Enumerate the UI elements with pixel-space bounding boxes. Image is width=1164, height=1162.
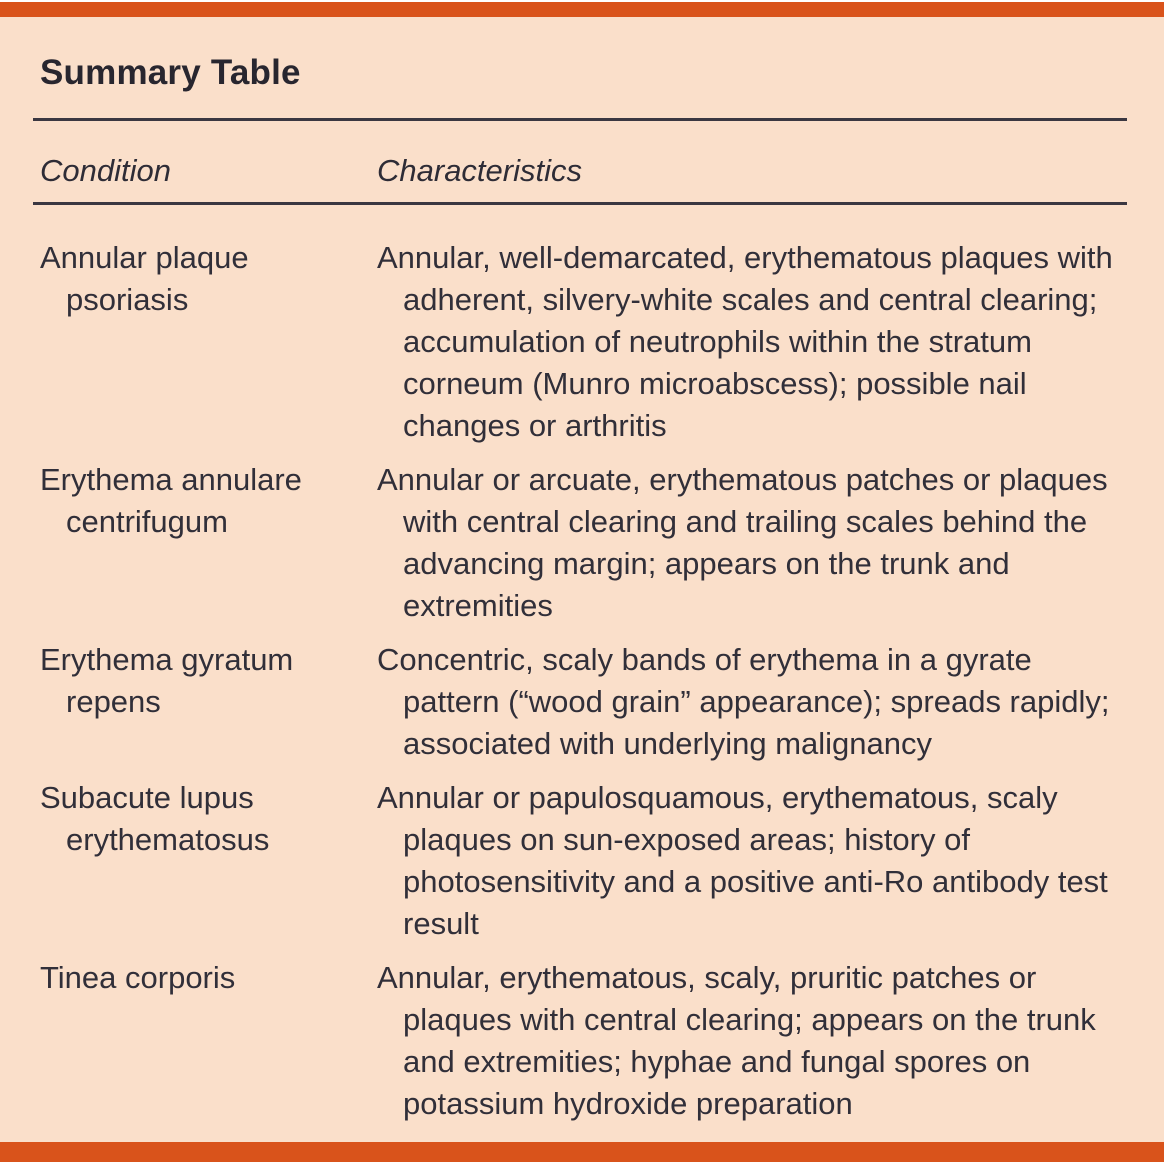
condition-cell: Erythema gyratum repens [40, 642, 294, 719]
characteristics-cell: Concentric, scaly bands of erythema in a gyrate pattern (“wood grain” appearance); spreads rapidly; associated with underlying malignancy [377, 642, 1110, 761]
table-row [33, 237, 1127, 447]
table-row [33, 957, 1127, 1125]
column-header-condition: Condition [40, 153, 171, 188]
header-divider [33, 202, 1127, 205]
column-header-characteristics: Characteristics [377, 153, 582, 188]
table-row [33, 777, 1127, 945]
characteristics-cell: Annular, erythematous, scaly, pruritic patches or plaques with central clearing; appears on the trunk and extremities; hyphae and fungal spores on potassium hydroxide preparation [377, 960, 1096, 1121]
condition-cell: Annular plaque psoriasis [40, 240, 249, 317]
table-header-row [33, 153, 1127, 189]
top-accent-bar [0, 2, 1164, 17]
condition-cell: Subacute lupus erythematosus [40, 780, 270, 857]
characteristics-cell: Annular or papulosquamous, erythematous, scaly plaques on sun-exposed areas; history of photosensitivity and a positive anti-Ro antibody test result [377, 780, 1108, 941]
title-divider [33, 118, 1127, 121]
table-body [33, 237, 1127, 1125]
table-row [33, 459, 1127, 627]
bottom-accent-bar [0, 1142, 1164, 1162]
condition-cell: Tinea corporis [40, 960, 236, 995]
table-content [33, 17, 1127, 1137]
characteristics-cell: Annular or arcuate, erythematous patches or plaques with central clearing and trailing scales behind the advancing margin; appears on the trunk and extremities [377, 462, 1108, 623]
table-row [33, 639, 1127, 765]
condition-cell: Erythema annulare centrifugum [40, 462, 302, 539]
characteristics-cell: Annular, well-demarcated, erythematous plaques with adherent, silvery-white scales and central clearing; accumulation of neutrophils within the stratum corneum (Munro microabscess); possible nail changes or arthritis [377, 240, 1113, 443]
page-title: Summary Table [40, 53, 301, 92]
